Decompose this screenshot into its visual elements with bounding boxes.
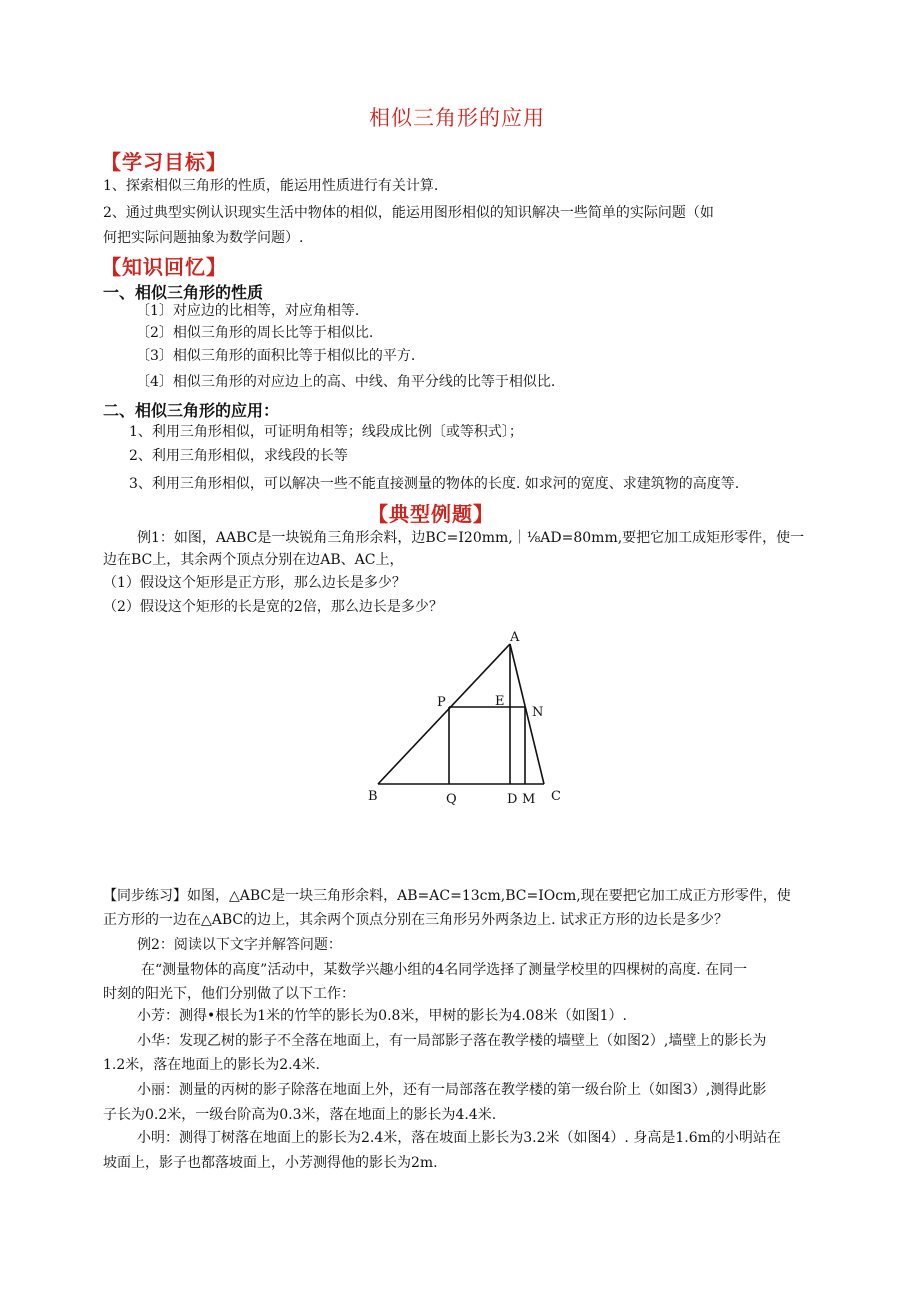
label-b: B [368,789,378,804]
section1-title: 一、相似三角形的性质 [103,283,264,302]
label-p: P [437,695,446,710]
label-q: Q [446,792,457,807]
example1-question-1: （1）假设这个矩形是正方形，那么边长是多少？ [103,575,406,591]
application-item-1: 1、利用三角形相似，可证明角相等；线段成比例〔或等积式〕； [129,424,523,440]
page-title: 相似三角形的应用 [369,106,545,130]
xiaoli-text-line1: 小丽：测量的丙树的影子除落在地面上外，还有一局部落在教学楼的第一级台阶上（如图3）,测得此影 [137,1082,767,1098]
goal-item-1: 1、探索相似三角形的性质，能运用性质进行有关计算. [103,178,439,194]
practice-text-line2: 正方形的一边在△ABC的边上，其余两个顶点分别在三角形另外两条边上. 试求正方形的边长是多少？ [103,912,729,928]
triangle-figure [360,628,580,808]
review-heading: 【知识回忆】 [101,255,227,279]
goal-item-2-cont: 何把实际问题抽象为数学问题）. [103,230,304,246]
goal-item-2: 2、通过典型实例认识现实生活中物体的相似，能运用图形相似的知识解决一些简单的实际问题（如 [103,205,714,221]
section2-title: 二、相似三角形的应用： [103,401,280,420]
xiaohua-text-line2: 1.2米，落在地面上的影长为2.4米. [103,1057,320,1073]
property-item-3: 〔3〕相似三角形的面积比等于相似比的平方. [136,348,416,364]
example1-text-line2: 边在BC上，其余两个顶点分别在边AB、AC上， [103,552,404,568]
xiaohua-text-line1: 小华：发现乙树的影子不全落在地面上，有一局部影子落在教学楼的墙壁上（如图2）,墙壁上的影长为 [137,1033,767,1049]
segment-ab [378,644,510,784]
label-d: D [507,792,518,807]
property-item-1: 〔1〕对应边的比相等，对应角相等. [136,303,360,319]
learning-goals-heading: 【学习目标】 [101,150,227,174]
application-item-2: 2、利用三角形相似，求线段的长等 [129,448,348,464]
label-n: N [532,705,544,720]
application-item-3: 3、利用三角形相似，可以解决一些不能直接测量的物体的长度. 如求河的宽度、求建筑物的高度等. [129,476,740,492]
label-m: M [522,792,536,807]
example2-intro-line1: 在“测量物体的高度”活动中，某数学兴趣小组的4名同学选择了测量学校里的四棵树的高度. 在同一 [141,962,748,978]
example2-intro-line2: 时刻的阳光下，他们分别做了以下工作： [103,986,355,1002]
xiaoming-text-line1: 小明：测得丁树落在地面上的影长为2.4米，落在坡面上影长为3.2米（如图4）. 身高是1.6m的小明站在 [137,1130,781,1146]
practice-text-line1: 【同步练习】如图，△ABC是一块三角形余料，AB=AC=13cm,BC=IOcm,现在要把它加工成正方形零件，使 [103,888,791,904]
examples-heading: 【典型例题】 [368,502,494,526]
xiaofang-text: 小芳：测得•根长为1米的竹竿的影长为0.8米，甲树的影长为4.08米（如图1）. [137,1008,627,1024]
xiaoming-text-line2: 坡面上，影子也都落坡面上，小芳测得他的影长为2m. [103,1155,438,1171]
property-item-2: 〔2〕相似三角形的周长比等于相似比. [136,325,374,341]
example1-text-line1: 例1：如图，AABC是一块锐角三角形余料，边BC=I20mm,｜⅛AD=80mm,要把它加工成矩形零件，使一 [137,530,805,546]
example2-title: 例2：阅读以下文字并解答问题： [137,937,342,953]
example1-question-2: （2）假设这个矩形的长是宽的2倍，那么边长是多少？ [103,599,443,615]
label-a: A [510,630,520,645]
xiaoli-text-line2: 子长为0.2米，一级台阶高为0.3米，落在地面上的影长为4.4米. [103,1107,497,1123]
property-item-4: 〔4〕相似三角形的对应边上的高、中线、角平分线的比等于相似比. [136,374,556,390]
label-e: E [495,694,505,709]
label-c: C [551,789,561,804]
